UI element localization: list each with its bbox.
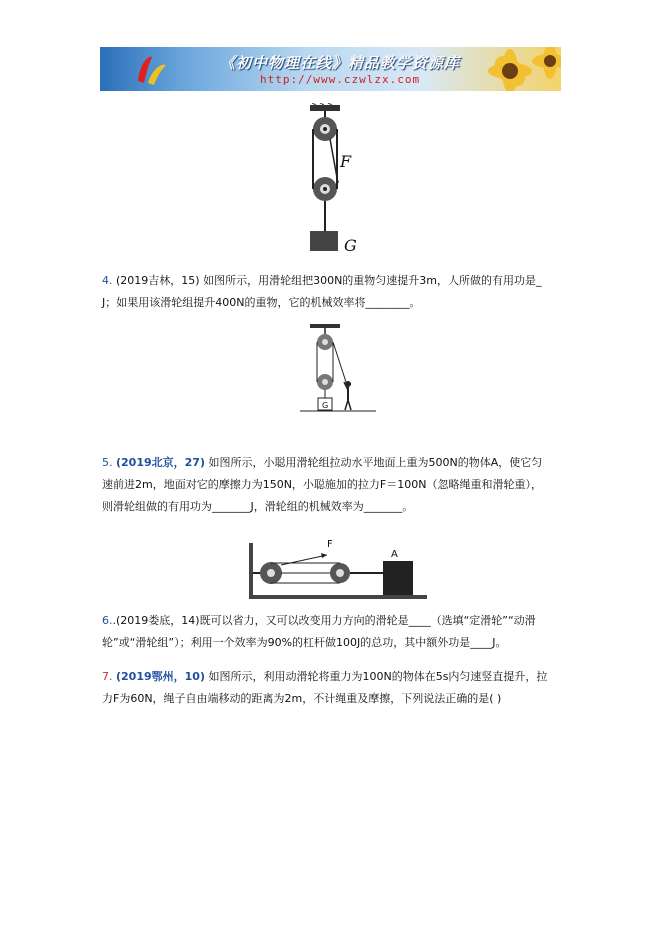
question-source: (2019北京，27) bbox=[116, 456, 205, 469]
question-text: .(2019娄底，14)既可以省力，又可以改变用力方向的滑轮是____（选填“定滑轮”“动滑 bbox=[112, 614, 536, 627]
sunflower-icon bbox=[480, 47, 561, 91]
force-label: F bbox=[340, 152, 352, 171]
question-source: (2019吉林，15) bbox=[116, 274, 200, 287]
question-text: 如图所示，利用动滑轮将重力为100N的物体在5s内匀速竖直提升，拉 bbox=[208, 670, 548, 683]
question-7 bbox=[102, 666, 562, 710]
question-6 bbox=[102, 610, 562, 654]
weight-label: G bbox=[322, 401, 329, 410]
question-number: 4. bbox=[102, 274, 113, 287]
header-banner bbox=[100, 47, 561, 91]
question-number: 6. bbox=[102, 614, 113, 627]
question-text: 如图所示，小聪用滑轮组拉动水平地面上重为500N的物体A，使它匀 bbox=[208, 456, 543, 469]
question-text: 如图所示，用滑轮组把300N的重物匀速提升3m，人所做的有用功是_ bbox=[203, 274, 542, 287]
force-label: F bbox=[327, 539, 333, 550]
question-source: (2019鄂州，10) bbox=[116, 670, 205, 683]
weight-label: G bbox=[344, 236, 357, 255]
question-7-line-1 bbox=[102, 666, 562, 688]
object-label: A bbox=[391, 549, 398, 560]
question-6-line-1 bbox=[102, 610, 562, 632]
pulley-figure-2 bbox=[298, 322, 378, 417]
question-5-line-3: 则滑轮组做的有用功为_______J，滑轮组的机械效率为_______。 bbox=[102, 500, 414, 513]
question-4 bbox=[102, 270, 562, 314]
question-4-line-1 bbox=[102, 270, 562, 292]
logo-icon bbox=[130, 51, 170, 87]
question-number: 5. bbox=[102, 456, 113, 469]
question-4-line-2: J；如果用该滑轮组提升400N的重物，它的机械效率将________。 bbox=[102, 296, 421, 309]
banner-title: 《初中物理在线》精品教学资源库 bbox=[220, 54, 461, 72]
banner-url: http://www.czwlzx.com bbox=[260, 73, 421, 86]
pulley-figure-3 bbox=[245, 535, 430, 605]
question-number: 7. bbox=[102, 670, 113, 683]
pulley-figure-1 bbox=[290, 103, 370, 263]
question-5-line-2: 速前进2m，地面对它的摩擦力为150N，小聪施加的拉力F＝100N（忽略绳重和滑轮重）， bbox=[102, 478, 542, 491]
question-7-line-2: 力F为60N，绳子自由端移动的距离为2m，不计绳重及摩擦，下列说法正确的是( ) bbox=[102, 692, 502, 705]
question-6-line-2: 轮”或“滑轮组”）；利用一个效率为90%的杠杆做100J的总功，其中额外功是____J。 bbox=[102, 636, 507, 649]
question-5 bbox=[102, 452, 562, 518]
question-5-line-1 bbox=[102, 452, 562, 474]
